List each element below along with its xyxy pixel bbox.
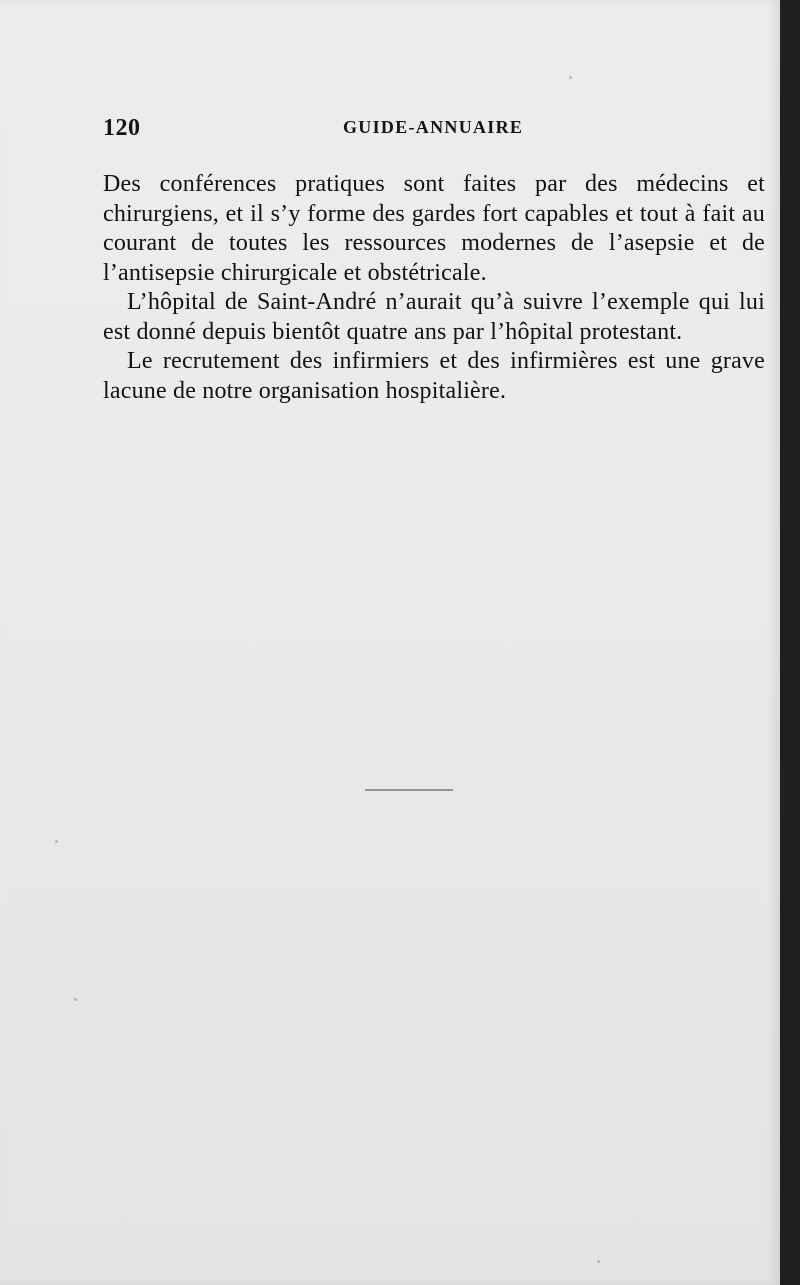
paragraph-3: Le recrutement des infirmiers et des infirmières est une grave lacune de notre organisation hospitalière. [103, 348, 765, 404]
print-speck [597, 1260, 600, 1263]
print-speck [55, 840, 58, 843]
section-divider [365, 789, 453, 791]
page-number: 120 [103, 114, 141, 141]
paragraph-2: L’hôpital de Saint-André n’aurait qu’à suivre l’exemple qui lui est donné depuis bientôt quatre ans par l’hôpital protestant. [103, 289, 765, 345]
page-text [103, 170, 765, 406]
paragraph-1: Des conférences pratiques sont faites par des médecins et chirurgiens, et il s’y forme des gardes fort capables et tout à fait au courant de toutes les ressources modernes de l’asepsie et de l’antisepsie chirurgicale et obstétricale. [103, 171, 765, 286]
page-header [103, 111, 763, 145]
page-edge-shadow [780, 0, 800, 1285]
print-speck [569, 76, 572, 79]
running-head: GUIDE-ANNUAIRE [343, 117, 524, 137]
print-speck [74, 998, 77, 1001]
